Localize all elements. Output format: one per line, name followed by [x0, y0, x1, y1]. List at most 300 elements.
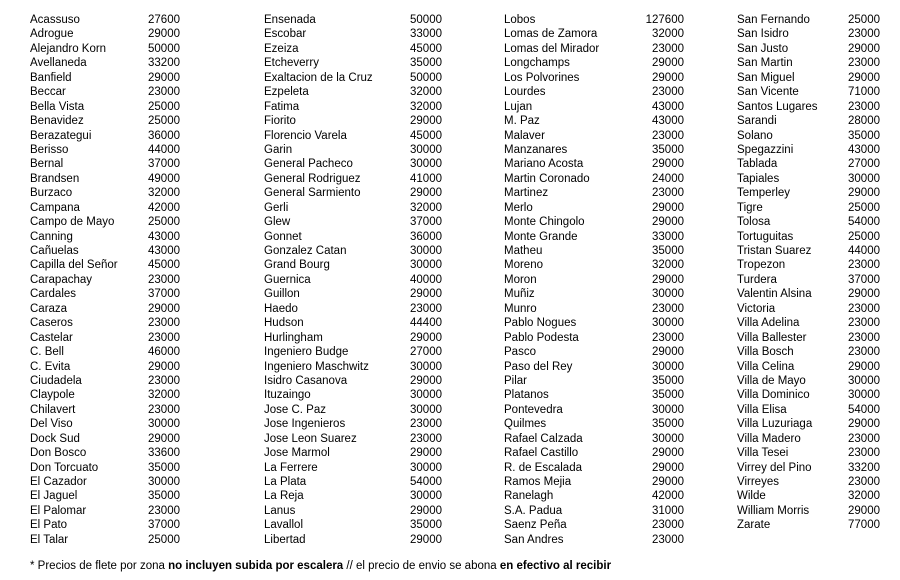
zone-price: 37000: [410, 216, 442, 229]
zone-name: Moron: [504, 273, 537, 286]
zone-row: [737, 157, 880, 171]
zone-price: 27000: [848, 158, 880, 171]
zone-name: Ingeniero Maschwitz: [264, 360, 369, 373]
zone-price: 50000: [148, 42, 180, 55]
zone-price: 33200: [848, 461, 880, 474]
zone-row: [504, 157, 684, 171]
zone-row: [737, 13, 880, 27]
zone-price: 35000: [410, 519, 442, 532]
zone-row: [504, 287, 684, 301]
zone-name: Lourdes: [504, 86, 546, 99]
zone-row: [504, 143, 684, 157]
zone-name: Burzaco: [30, 187, 73, 200]
zone-name: San Justo: [737, 42, 789, 55]
zone-price: 23000: [848, 432, 880, 445]
zone-price: 23000: [652, 129, 684, 142]
zone-price: 23000: [652, 187, 684, 200]
zone-price: 25000: [848, 14, 880, 26]
zone-price: 71000: [848, 86, 880, 99]
zone-row: [264, 85, 442, 99]
zone-row: [737, 215, 880, 229]
zone-row: [504, 446, 684, 460]
zone-price: 35000: [410, 57, 442, 70]
zone-name: Victoria: [737, 302, 776, 315]
zone-name: C. Bell: [30, 346, 64, 359]
zone-row: [504, 403, 684, 417]
zone-price: 25000: [848, 201, 880, 214]
zone-name: Tapiales: [737, 172, 780, 185]
zone-row: [737, 85, 880, 99]
zone-price: 23000: [848, 476, 880, 488]
zone-price: 30000: [410, 245, 442, 257]
zone-row: [264, 186, 442, 200]
zone-price: 33600: [148, 447, 180, 460]
zone-price: 36000: [148, 129, 180, 142]
zone-price: 29000: [410, 504, 442, 517]
zone-row: [737, 489, 880, 503]
zone-row: [30, 172, 180, 186]
zone-price: 29000: [148, 360, 180, 373]
zone-row: [264, 244, 442, 258]
zone-name: Platanos: [504, 389, 549, 402]
zone-row: [504, 417, 684, 431]
zone-name: Villa Bosch: [737, 346, 794, 359]
zone-name: Avellaneda: [30, 57, 87, 70]
zone-name: Malaver: [504, 129, 545, 142]
zone-row: [737, 331, 880, 345]
price-column-2: [264, 13, 442, 547]
zone-name: Villa Madero: [737, 432, 801, 445]
zone-row: [264, 316, 442, 330]
zone-price: 23000: [652, 331, 684, 344]
zone-price: 23000: [148, 403, 180, 416]
zone-name: R. de Escalada: [504, 461, 582, 474]
zone-row: [737, 417, 880, 431]
zone-price: 33200: [148, 57, 180, 70]
zone-row: [504, 345, 684, 359]
zone-row: [264, 331, 442, 345]
zone-price: 30000: [410, 143, 442, 156]
zone-price: 42000: [652, 490, 684, 503]
zone-name: Isidro Casanova: [264, 374, 348, 387]
zone-row: [504, 186, 684, 200]
zone-row: [737, 201, 880, 215]
zone-row: [30, 71, 180, 85]
zone-row: [264, 129, 442, 143]
zone-row: [504, 201, 684, 215]
zone-price: 23000: [848, 346, 880, 359]
zone-name: Merlo: [504, 201, 533, 214]
zone-name: Tablada: [737, 158, 778, 171]
footer-note-emphasis-1: no incluyen subida por escalera: [168, 560, 344, 572]
zone-name: Tropezon: [737, 259, 786, 272]
zone-price: 35000: [652, 389, 684, 402]
zone-price: 30000: [848, 374, 880, 387]
zone-name: Gonnet: [264, 230, 302, 243]
zone-price: 32000: [410, 86, 442, 99]
zone-price: 35000: [848, 129, 880, 142]
zone-price: 32000: [148, 389, 180, 402]
zone-name: Chilavert: [30, 403, 76, 416]
zone-price: 30000: [652, 432, 684, 445]
zone-name: Hurlingham: [264, 331, 323, 344]
zone-name: Rafael Calzada: [504, 432, 583, 445]
zone-name: Guillon: [264, 288, 300, 301]
zone-name: Muñiz: [504, 288, 535, 301]
zone-name: Lobos: [504, 14, 536, 26]
zone-row: [737, 475, 880, 489]
zone-name: Florencio Varela: [264, 129, 347, 142]
zone-row: [504, 432, 684, 446]
zone-price: 29000: [652, 346, 684, 359]
zone-price: 37000: [848, 273, 880, 286]
zone-name: Tigre: [737, 201, 763, 214]
zone-name: Caseros: [30, 317, 73, 330]
footer-note-text-1: * Precios de flete por zona: [30, 560, 169, 572]
zone-name: San Fernando: [737, 14, 810, 26]
zone-row: [737, 27, 880, 41]
zone-row: [737, 287, 880, 301]
zone-row: [30, 533, 180, 547]
zone-row: [30, 287, 180, 301]
zone-row: [504, 302, 684, 316]
zone-price: 35000: [652, 374, 684, 387]
zone-name: Acassuso: [30, 14, 80, 26]
zone-price: 23000: [148, 317, 180, 330]
zone-name: Temperley: [737, 187, 791, 200]
zone-price: 30000: [410, 259, 442, 272]
zone-name: Lanus: [264, 504, 296, 517]
zone-price: 27000: [410, 346, 442, 359]
zone-name: Turdera: [737, 273, 777, 286]
zone-row: [504, 461, 684, 475]
zone-name: Munro: [504, 302, 537, 315]
zone-row: [30, 403, 180, 417]
zone-price: 50000: [410, 71, 442, 84]
zone-price: 23000: [148, 331, 180, 344]
zone-price: 29000: [148, 28, 180, 41]
zone-row: [30, 273, 180, 287]
zone-row: [504, 114, 684, 128]
zone-row: [264, 345, 442, 359]
zone-row: [264, 273, 442, 287]
zone-row: [737, 56, 880, 70]
zone-price: 46000: [148, 346, 180, 359]
zone-name: Villa Dominico: [737, 389, 810, 402]
zone-row: [30, 518, 180, 532]
zone-name: Del Viso: [30, 418, 73, 431]
zone-name: Villa Celina: [737, 360, 795, 373]
zone-price: 29000: [848, 288, 880, 301]
zone-price: 23000: [848, 317, 880, 330]
zone-name: Guernica: [264, 273, 311, 286]
zone-price: 23000: [652, 519, 684, 532]
zone-row: [737, 129, 880, 143]
zone-price: 25000: [148, 115, 180, 128]
zone-name: La Plata: [264, 476, 307, 488]
zone-price: 33000: [410, 28, 442, 41]
zone-price: 23000: [410, 418, 442, 431]
footer-note-emphasis-2: en efectivo al recibir: [499, 560, 612, 572]
zone-name: Ingeniero Budge: [264, 346, 349, 359]
zone-price: 43000: [848, 143, 880, 156]
zone-name: El Pato: [30, 519, 68, 532]
zone-name: El Jaguel: [30, 490, 78, 503]
zone-price: 29000: [848, 71, 880, 84]
zone-name: Sarandi: [737, 115, 777, 128]
zone-row: [504, 258, 684, 272]
zone-price: 35000: [148, 490, 180, 503]
zone-name: Dock Sud: [30, 432, 80, 445]
zone-price: 44000: [848, 245, 880, 257]
zone-price: 30000: [848, 172, 880, 185]
zone-price: 30000: [410, 360, 442, 373]
zone-row: [737, 388, 880, 402]
zone-price: 45000: [410, 42, 442, 55]
zone-name: Pontevedra: [504, 403, 563, 416]
zone-row: [264, 215, 442, 229]
zone-price: 23000: [148, 273, 180, 286]
price-column-3: [504, 13, 684, 547]
zone-row: [737, 71, 880, 85]
zone-row: [30, 302, 180, 316]
zone-row: [30, 244, 180, 258]
zone-name: Pilar: [504, 374, 528, 387]
zone-name: El Palomar: [30, 504, 87, 517]
zone-row: [30, 186, 180, 200]
zone-row: [737, 446, 880, 460]
zone-row: [737, 172, 880, 186]
zone-name: Villa Ballester: [737, 331, 807, 344]
zone-name: Solano: [737, 129, 773, 142]
zone-name: Alejandro Korn: [30, 42, 107, 55]
zone-row: [737, 360, 880, 374]
zone-name: San Isidro: [737, 28, 789, 41]
zone-row: [30, 388, 180, 402]
zone-price: 23000: [848, 447, 880, 460]
zone-row: [504, 374, 684, 388]
zone-price: 30000: [148, 476, 180, 488]
zone-row: [30, 417, 180, 431]
zone-row: [264, 42, 442, 56]
zone-price: 23000: [410, 302, 442, 315]
zone-row: [737, 345, 880, 359]
zone-name: General Pacheco: [264, 158, 353, 171]
zone-row: [264, 533, 442, 547]
zone-price: 29000: [848, 360, 880, 373]
zone-name: General Rodriguez: [264, 172, 361, 185]
zone-row: [264, 230, 442, 244]
zone-name: Wilde: [737, 490, 766, 503]
zone-row: [504, 27, 684, 41]
zone-name: Martin Coronado: [504, 172, 590, 185]
zone-name: Monte Grande: [504, 230, 578, 243]
zone-name: Villa Adelina: [737, 317, 800, 330]
zone-row: [264, 100, 442, 114]
zone-row: [264, 13, 442, 27]
zone-row: [264, 388, 442, 402]
zone-name: Libertad: [264, 533, 306, 546]
zone-name: Etcheverry: [264, 57, 319, 70]
zone-row: [30, 432, 180, 446]
zone-price: 30000: [410, 403, 442, 416]
zone-row: [264, 172, 442, 186]
zone-row: [504, 518, 684, 532]
zone-name: Cañuelas: [30, 245, 79, 257]
zone-name: General Sarmiento: [264, 187, 361, 200]
zone-row: [30, 360, 180, 374]
zone-name: Jose C. Paz: [264, 403, 326, 416]
zone-price: 23000: [848, 302, 880, 315]
zone-row: [504, 489, 684, 503]
zone-row: [504, 13, 684, 27]
zone-row: [737, 100, 880, 114]
zone-row: [30, 157, 180, 171]
zone-price: 23000: [848, 259, 880, 272]
zone-price: 32000: [410, 100, 442, 113]
zone-price: 54000: [848, 403, 880, 416]
zone-name: Paso del Rey: [504, 360, 573, 373]
zone-row: [737, 186, 880, 200]
zone-price: 23000: [148, 374, 180, 387]
zone-price: 43000: [148, 230, 180, 243]
zone-name: Castelar: [30, 331, 73, 344]
zone-price: 44400: [410, 317, 442, 330]
zone-name: Quilmes: [504, 418, 547, 431]
zone-row: [504, 388, 684, 402]
zone-price: 35000: [652, 245, 684, 257]
zone-row: [30, 114, 180, 128]
zone-name: Saenz Peña: [504, 519, 567, 532]
zone-name: Hudson: [264, 317, 304, 330]
zone-name: Villa de Mayo: [737, 374, 806, 387]
zone-row: [737, 518, 880, 532]
zone-price: 30000: [652, 360, 684, 373]
zone-row: [504, 316, 684, 330]
zone-name: La Ferrere: [264, 461, 318, 474]
zone-name: Ranelagh: [504, 490, 554, 503]
zone-name: Garin: [264, 143, 293, 156]
zone-row: [264, 374, 442, 388]
zone-price: 23000: [652, 86, 684, 99]
zone-price: 32000: [848, 490, 880, 503]
zone-name: San Miguel: [737, 71, 795, 84]
zone-price: 29000: [410, 331, 442, 344]
zone-row: [504, 56, 684, 70]
zone-name: El Talar: [30, 533, 69, 546]
zone-price: 24000: [652, 172, 684, 185]
zone-price: 32000: [148, 187, 180, 200]
zone-price: 30000: [410, 158, 442, 171]
zone-row: [504, 504, 684, 518]
zone-price: 29000: [652, 57, 684, 70]
zone-price: 30000: [148, 418, 180, 431]
zone-price: 50000: [410, 14, 442, 26]
zone-row: [30, 345, 180, 359]
zone-price: 37000: [148, 519, 180, 532]
zone-name: Rafael Castillo: [504, 447, 579, 460]
zone-price: 29000: [652, 201, 684, 214]
zone-name: El Cazador: [30, 476, 87, 488]
zone-price: 33000: [652, 230, 684, 243]
zone-price: 31000: [652, 504, 684, 517]
zone-row: [30, 374, 180, 388]
zone-name: M. Paz: [504, 115, 540, 128]
zone-price: 35000: [652, 143, 684, 156]
zone-row: [737, 230, 880, 244]
zone-name: S.A. Padua: [504, 504, 563, 517]
zone-price: 23000: [848, 100, 880, 113]
zone-name: Campo de Mayo: [30, 216, 115, 229]
zone-price: 37000: [148, 158, 180, 171]
zone-price: 23000: [848, 57, 880, 70]
zone-name: Longchamps: [504, 57, 570, 70]
zone-name: Haedo: [264, 302, 298, 315]
zone-name: Valentin Alsina: [737, 288, 812, 301]
zone-price: 29000: [652, 216, 684, 229]
zone-name: Benavidez: [30, 115, 84, 128]
zone-row: [264, 504, 442, 518]
zone-price: 29000: [652, 461, 684, 474]
zone-row: [30, 215, 180, 229]
zone-row: [30, 316, 180, 330]
zone-price: 30000: [410, 389, 442, 402]
zone-price: 29000: [410, 533, 442, 546]
zone-price: 25000: [148, 533, 180, 546]
zone-row: [504, 129, 684, 143]
zone-name: Moreno: [504, 259, 543, 272]
zone-name: Beccar: [30, 86, 66, 99]
zone-name: Pablo Podesta: [504, 331, 579, 344]
zone-name: Virrey del Pino: [737, 461, 812, 474]
zone-price: 23000: [652, 42, 684, 55]
zone-row: [264, 518, 442, 532]
zone-price: 30000: [410, 461, 442, 474]
zone-name: Monte Chingolo: [504, 216, 585, 229]
zone-price: 29000: [848, 504, 880, 517]
zone-name: Tortuguitas: [737, 230, 794, 243]
zone-price: 44000: [148, 143, 180, 156]
zone-name: Ezeiza: [264, 42, 299, 55]
zone-row: [264, 27, 442, 41]
zone-name: Exaltacion de la Cruz: [264, 71, 373, 84]
zone-row: [30, 143, 180, 157]
zone-name: Jose Ingenieros: [264, 418, 346, 431]
zone-row: [737, 504, 880, 518]
zone-row: [264, 475, 442, 489]
zone-row: [264, 360, 442, 374]
zone-price: 29000: [410, 187, 442, 200]
zone-row: [504, 71, 684, 85]
zone-price: 37000: [148, 288, 180, 301]
zone-price: 23000: [848, 28, 880, 41]
price-column-4: [737, 13, 880, 533]
zone-name: Lujan: [504, 100, 533, 113]
zone-row: [30, 258, 180, 272]
zone-name: Gerli: [264, 201, 289, 214]
zone-price: 28000: [848, 115, 880, 128]
zone-price: 29000: [148, 302, 180, 315]
zone-price: 127600: [645, 14, 684, 26]
zone-name: Gonzalez Catan: [264, 245, 347, 257]
zone-name: Don Torcuato: [30, 461, 99, 474]
zone-name: Don Bosco: [30, 447, 87, 460]
zone-row: [504, 215, 684, 229]
zone-row: [30, 446, 180, 460]
zone-price: 32000: [652, 28, 684, 41]
zone-price: 29000: [652, 273, 684, 286]
zone-price: 29000: [652, 447, 684, 460]
